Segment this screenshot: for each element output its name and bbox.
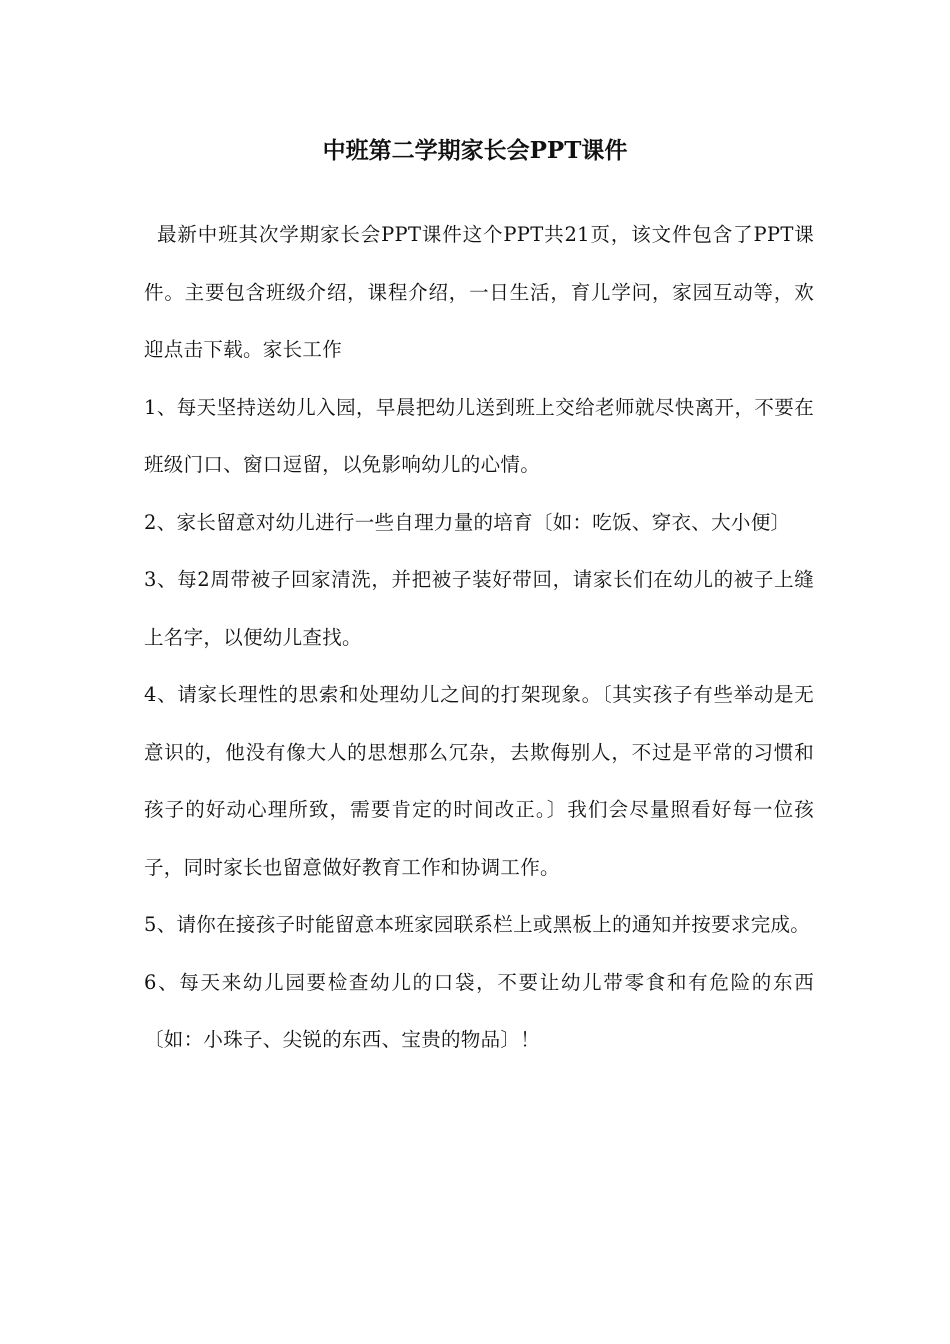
item-paragraph-2: 2、家长留意对幼儿进行一些自理力量的培育〔如：吃饭、穿衣、大小便〕 [144, 510, 791, 534]
item-paragraph-5: 5、请你在接孩子时能留意本班家园联系栏上或黑板上的通知并按要求完成。 [144, 913, 811, 936]
item-paragraph-6: 6、每天来幼儿园要检查幼儿的口袋，不要让幼儿带零食和有危险的东西〔如：小珠子、尖锐的东西、宝贵的物品〕！ [144, 970, 814, 1051]
item-paragraph-3: 3、每2周带被子回家清洗，并把被子装好带回，请家长们在幼儿的被子上缝上名字，以便幼儿查找。 [144, 568, 814, 649]
item-paragraph-4: 4、请家长理性的思索和处理幼儿之间的打架现象。〔其实孩子有些举动是无意识的，他没有像大人的思想那么冗杂，去欺侮别人，不过是平常的习惯和孩子的好动心理所致，需要肯定的时间改正。〕我们会尽量照看好每一位孩子，同时家长也留意做好教育工作和协调工作。 [144, 683, 814, 879]
item-paragraph-1: 1、每天坚持送幼儿入园，早晨把幼儿送到班上交给老师就尽快离开，不要在班级门口、窗口逗留，以免影响幼儿的心情。 [144, 395, 814, 476]
intro-paragraph: 最新中班其次学期家长会PPT课件这个PPT共21页，该文件包含了PPT课件。主要包含班级介绍，课程介绍，一日生活，育儿学问，家园互动等，欢迎点击下载。家长工作 [144, 223, 814, 361]
document-title: 中班第二学期家长会PPT课件 [322, 137, 628, 164]
document-body [144, 206, 814, 1069]
